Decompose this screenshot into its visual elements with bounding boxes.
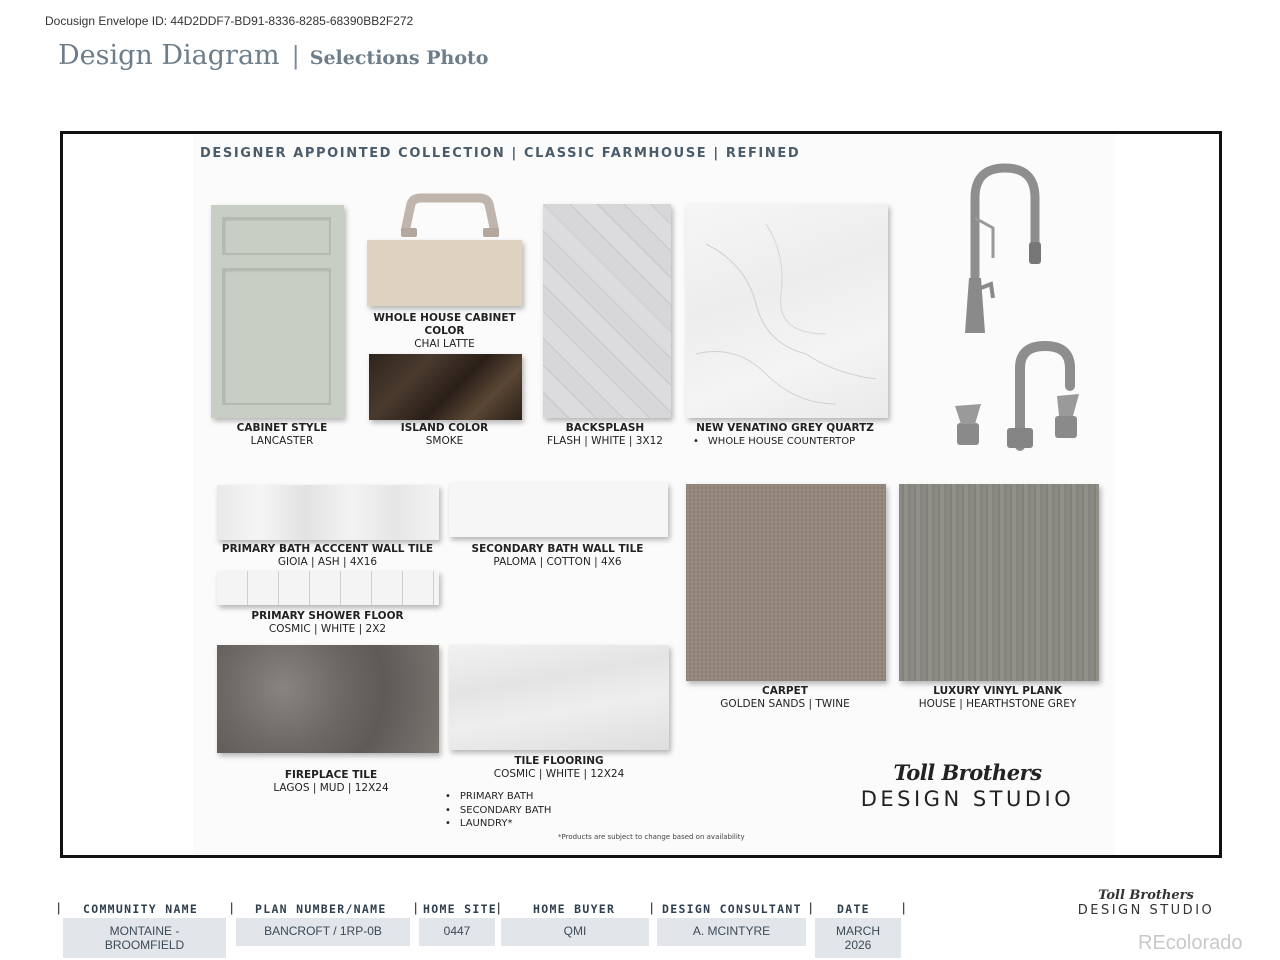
page-title bbox=[58, 40, 488, 71]
island-smoke-swatch bbox=[369, 354, 522, 420]
home-site-value: 0447 bbox=[419, 918, 495, 946]
tile-flooring-label: TILE FLOORING COSMIC | WHITE | 12X24 bbox=[493, 755, 625, 780]
lvp-swatch bbox=[899, 484, 1099, 681]
home-buyer-header: HOME BUYER bbox=[533, 902, 616, 916]
fireplace-label: FIREPLACE TILE LAGOS | MUD | 12X24 bbox=[273, 769, 389, 794]
whole-house-cabinet-label: WHOLE HOUSE CABINET COLOR CHAI LATTE bbox=[373, 312, 516, 350]
primary-accent-label: PRIMARY BATH ACCCENT WALL TILE GIOIA | ASH | 4X16 bbox=[221, 543, 434, 568]
quartz-label: NEW VENATINO GREY QUARTZ bbox=[696, 422, 874, 434]
recolorado-watermark: REcolorado bbox=[1138, 932, 1243, 954]
envelope-id: Docusign Envelope ID: 44D2DDF7-BD91-8336-8285-68390BB2F272 bbox=[45, 14, 414, 28]
cabinet-style-label: CABINET STYLE LANCASTER bbox=[236, 422, 328, 447]
secondary-wall-label: SECONDARY BATH WALL TILE PALOMA | COTTON | 4X6 bbox=[471, 543, 644, 568]
quartz-bullet: • WHOLE HOUSE COUNTERTOP bbox=[693, 435, 855, 449]
title-subtitle: Selections Photo bbox=[309, 47, 489, 69]
backsplash-label: BACKSPLASH FLASH | WHITE | 3X12 bbox=[547, 422, 663, 447]
collection-title: DESIGNER APPOINTED COLLECTION | CLASSIC FARMHOUSE | REFINED bbox=[200, 146, 801, 161]
footer-divider: | bbox=[414, 900, 418, 915]
lvp-label: LUXURY VINYL PLANK HOUSE | HEARTHSTONE GREY bbox=[918, 685, 1077, 710]
home-site-header: HOME SITE bbox=[423, 902, 498, 916]
footer-divider: | bbox=[902, 900, 906, 915]
availability-disclaimer: *Products are subject to change based on availability bbox=[558, 833, 745, 841]
home-buyer-value: QMI bbox=[501, 918, 649, 946]
quartz-swatch bbox=[686, 204, 888, 418]
footer-divider: | bbox=[650, 900, 654, 915]
chai-latte-swatch bbox=[367, 240, 522, 306]
cabinet-pull-icon bbox=[395, 188, 505, 240]
cosmic-2x2-swatch bbox=[217, 571, 439, 605]
lagos-mud-swatch bbox=[217, 645, 439, 753]
tile-flooring-bullets: • PRIMARY BATH • SECONDARY BATH • LAUNDRY* bbox=[445, 790, 551, 831]
footer-divider: | bbox=[57, 900, 61, 915]
footer-toll-brothers-logo: Toll Brothers DESIGN STUDIO bbox=[1077, 888, 1215, 918]
consultant-value: A. MCINTYRE bbox=[657, 918, 806, 946]
carpet-label: CARPET GOLDEN SANDS | TWINE bbox=[720, 685, 850, 710]
plan-value: BANCROFT / 1RP-0B bbox=[236, 918, 410, 946]
paloma-cotton-swatch bbox=[449, 483, 668, 537]
title-separator: | bbox=[291, 42, 300, 70]
gioia-ash-swatch bbox=[217, 485, 439, 540]
backsplash-swatch bbox=[543, 204, 671, 418]
consultant-header: DESIGN CONSULTANT bbox=[662, 902, 802, 916]
bath-faucet-icon bbox=[945, 338, 1095, 453]
shower-floor-label: PRIMARY SHOWER FLOOR COSMIC | WHITE | 2X2 bbox=[251, 610, 404, 635]
date-header: DATE bbox=[837, 902, 870, 916]
carpet-swatch bbox=[686, 484, 886, 681]
cabinet-door-swatch bbox=[211, 205, 344, 418]
community-name-value: MONTAINE - BROOMFIELD bbox=[63, 918, 226, 958]
footer-divider: | bbox=[497, 900, 501, 915]
community-name-header: COMMUNITY NAME bbox=[83, 902, 199, 916]
footer-divider: | bbox=[230, 900, 234, 915]
toll-brothers-logo: Toll Brothers DESIGN STUDIO bbox=[860, 760, 1075, 811]
plan-header: PLAN NUMBER/NAME bbox=[255, 902, 387, 916]
date-value: MARCH 2026 bbox=[815, 918, 901, 958]
cosmic-12x24-swatch bbox=[449, 645, 669, 750]
footer-divider: | bbox=[809, 900, 813, 915]
kitchen-faucet-icon bbox=[935, 158, 1055, 338]
title-main: Design Diagram bbox=[58, 40, 280, 71]
island-color-label: ISLAND COLOR SMOKE bbox=[400, 422, 489, 447]
